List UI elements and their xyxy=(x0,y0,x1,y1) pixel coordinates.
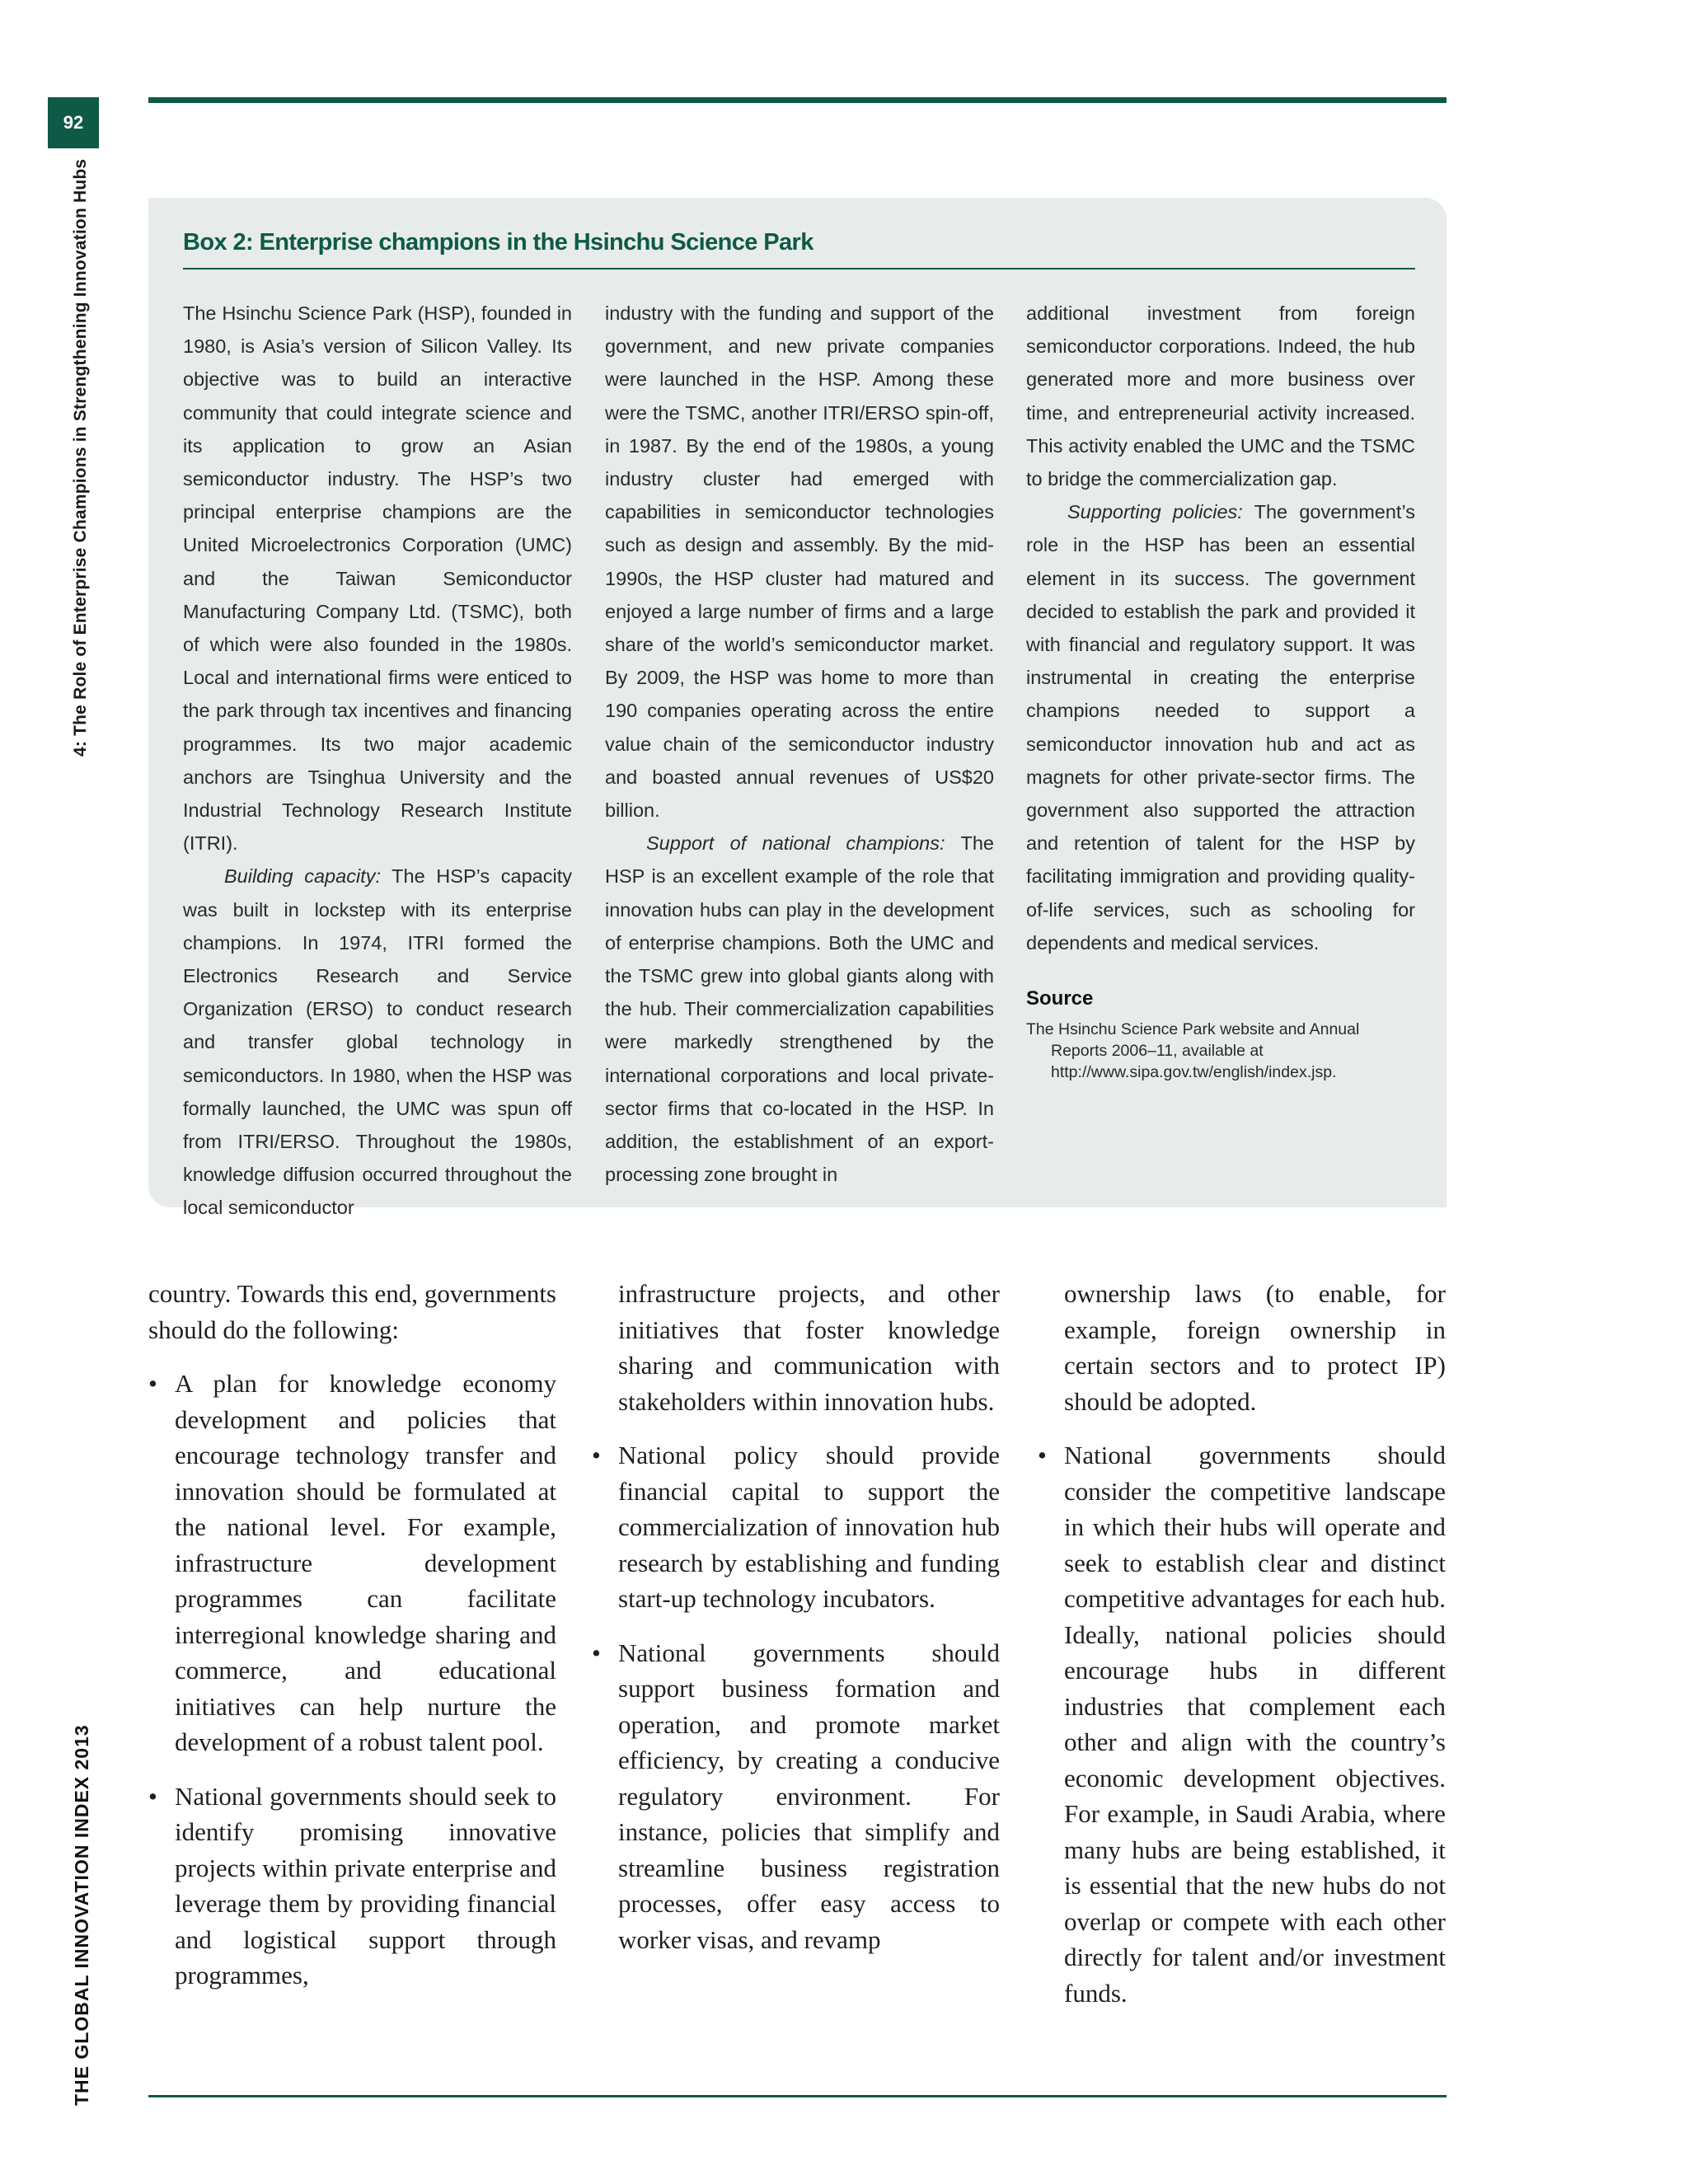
box-paragraph: additional investment from foreign semiconductor corporations. Indeed, the hub generated more and more business over time, and entrepreneurial activity increased. This activity enabled the UMC and the TSMC to bridge the commercialization gap. xyxy=(1026,302,1415,490)
paragraph-lead: Support of national champions: xyxy=(646,832,945,855)
bottom-rule xyxy=(148,2095,1447,2097)
paragraph-lead: Building capacity: xyxy=(224,865,381,888)
paragraph-body: The HSP is an excellent example of the role that innovation hubs can play in the development of enterprise champions. Both the UMC and the TSMC grew into global giants along with the hub. Their commercialization capabilities were markedly strengthened by the international corporations and local private-sector firms that co-located in the HSP. In addition, the establishment of an export-processing zone brought in xyxy=(605,832,994,1186)
bullet-icon: • xyxy=(148,1781,157,1811)
list-item-text: ownership laws (to enable, for example, foreign ownership in certain sectors and to protect IP) should be adopted. xyxy=(1064,1279,1446,1416)
box-column-1 xyxy=(183,297,572,1225)
chapter-running-head: 4: The Role of Enterprise Champions in Strengthening Innovation Hubs xyxy=(71,158,90,757)
bullet-icon: • xyxy=(592,1638,601,1667)
body-paragraph: country. Towards this end, governments should do the following: xyxy=(148,1279,556,1344)
list-item-text: National policy should provide financial capital to support the commercialization of innovation hub research by establishing and funding start-up technology incubators. xyxy=(618,1441,1000,1613)
top-rule xyxy=(148,97,1447,103)
list-item-text: National governments should consider the competitive landscape in which their hubs will operate and seek to establish clear and distinct competitive advantages for each hub. Ideally, national policies should encourage hubs in different industries that complement each other and align with the country’s economic development objectives. For example, in Saudi Arabia, where many hubs are being established, it is essential that the new hubs do not overlap or compete with each other directly for talent and/or investment funds. xyxy=(1064,1441,1446,2008)
paragraph-lead: Supporting policies: xyxy=(1067,501,1243,523)
list-item xyxy=(148,1366,556,1760)
main-column-2 xyxy=(592,1276,1000,1957)
box-column-2 xyxy=(605,297,994,1191)
paragraph-body: The HSP’s capacity was built in lockstep with its enterprise champions. In 1974, ITRI formed the Electronics Research and Service Organization (ERSO) to conduct research and transfer global technology in semiconductors. In 1980, when the HSP was formally launched, the UMC was spun off from ITRI/ERSO. Throughout the 1980s, knowledge diffusion occurred throughout the local semiconductor xyxy=(183,865,572,1219)
bullet-icon: • xyxy=(592,1441,601,1469)
page-number: 92 xyxy=(48,97,99,148)
recommendation-list xyxy=(148,1366,556,1994)
recommendation-list xyxy=(592,1276,1000,1957)
list-item xyxy=(1038,1437,1446,2011)
box-paragraph: The Hsinchu Science Park (HSP), founded in 1980, is Asia’s version of Silicon Valley. Its objective was to build an interactive community that could integrate science and its application to grow an Asian semiconductor industry. The HSP’s two principal enterprise champions are the United Microelectronics Corporation (UMC) and the Taiwan Semiconductor Manufacturing Company Ltd. (TSMC), both of which were also founded in the 1980s. Local and international firms were enticed to the park through tax incentives and financing programmes. Its two major academic anchors are Tsinghua University and the Industrial Technology Research Institute (ITRI). xyxy=(183,302,572,855)
publication-running-head: THE GLOBAL INNOVATION INDEX 2013 xyxy=(71,1724,92,2106)
box-paragraph: industry with the funding and support of the government, and new private companies were launched in the HSP. Among these were the TSMC, another ITRI/ERSO spin-off, in 1987. By the end of the 1980s, a young industry cluster had emerged with capabilities in semiconductor technologies such as design and assembly. By the mid-1990s, the HSP cluster had matured and enjoyed a large number of firms and a large share of the world’s semiconductor market. By 2009, the HSP was home to more than 190 companies operating across the entire value chain of the semiconductor industry and boasted annual revenues of US$20 billion. xyxy=(605,302,994,822)
list-item xyxy=(592,1437,1000,1617)
list-item-text: A plan for knowledge economy development and policies that encourage technology transfer and innovation should be formulated at the national level. For example, infrastructure development programmes can facilitate interregional knowledge sharing and commerce, and educational initiatives can help nurture the development of a robust talent pool. xyxy=(175,1369,556,1756)
box-paragraph xyxy=(183,860,572,1224)
bullet-icon: • xyxy=(1038,1441,1047,1469)
list-item xyxy=(148,1779,556,1994)
bullet-icon: • xyxy=(148,1369,157,1398)
main-column-1 xyxy=(148,1276,556,1994)
box-title: Box 2: Enterprise champions in the Hsinchu Science Park xyxy=(183,229,814,255)
main-column-3 xyxy=(1038,1276,1446,2011)
paragraph-body: The government’s role in the HSP has been an essential element in its success. The government decided to establish the park and provided it with financial and regulatory support. It was instrumental in creating the enterprise champions needed to support a semiconductor innovation hub and act as magnets for other private-sector firms. The government also supported the attraction and retention of talent for the HSP by facilitating immigration and providing quality-of-life services, such as schooling for dependents and medical services. xyxy=(1026,501,1415,954)
source-text: The Hsinchu Science Park website and Annual Reports 2006–11, available at http://www.sipa.gov.tw/english/index.jsp. xyxy=(1026,1020,1360,1082)
box-paragraph xyxy=(1026,495,1415,959)
recommendation-list xyxy=(1038,1276,1446,2011)
list-item-continued xyxy=(592,1276,1000,1419)
box-title-rule xyxy=(183,268,1415,269)
list-item-text: National governments should seek to identify promising innovative projects within private enterprise and leverage them by providing financial and logistical support through programmes, xyxy=(175,1781,556,1990)
list-item-continued xyxy=(1038,1276,1446,1419)
list-item-text: infrastructure projects, and other initiatives that foster knowledge sharing and communication with stakeholders within innovation hubs. xyxy=(618,1279,1000,1416)
list-item-text: National governments should support business formation and operation, and promote market efficiency, by creating a conducive regulatory environment. For instance, policies that simplify and streamline business registration processes, offer easy access to worker visas, and revamp xyxy=(618,1638,1000,1954)
box-paragraph xyxy=(605,827,994,1191)
source-heading: Source xyxy=(1026,987,1094,1010)
list-item xyxy=(592,1635,1000,1958)
box-column-3 xyxy=(1026,297,1415,1083)
